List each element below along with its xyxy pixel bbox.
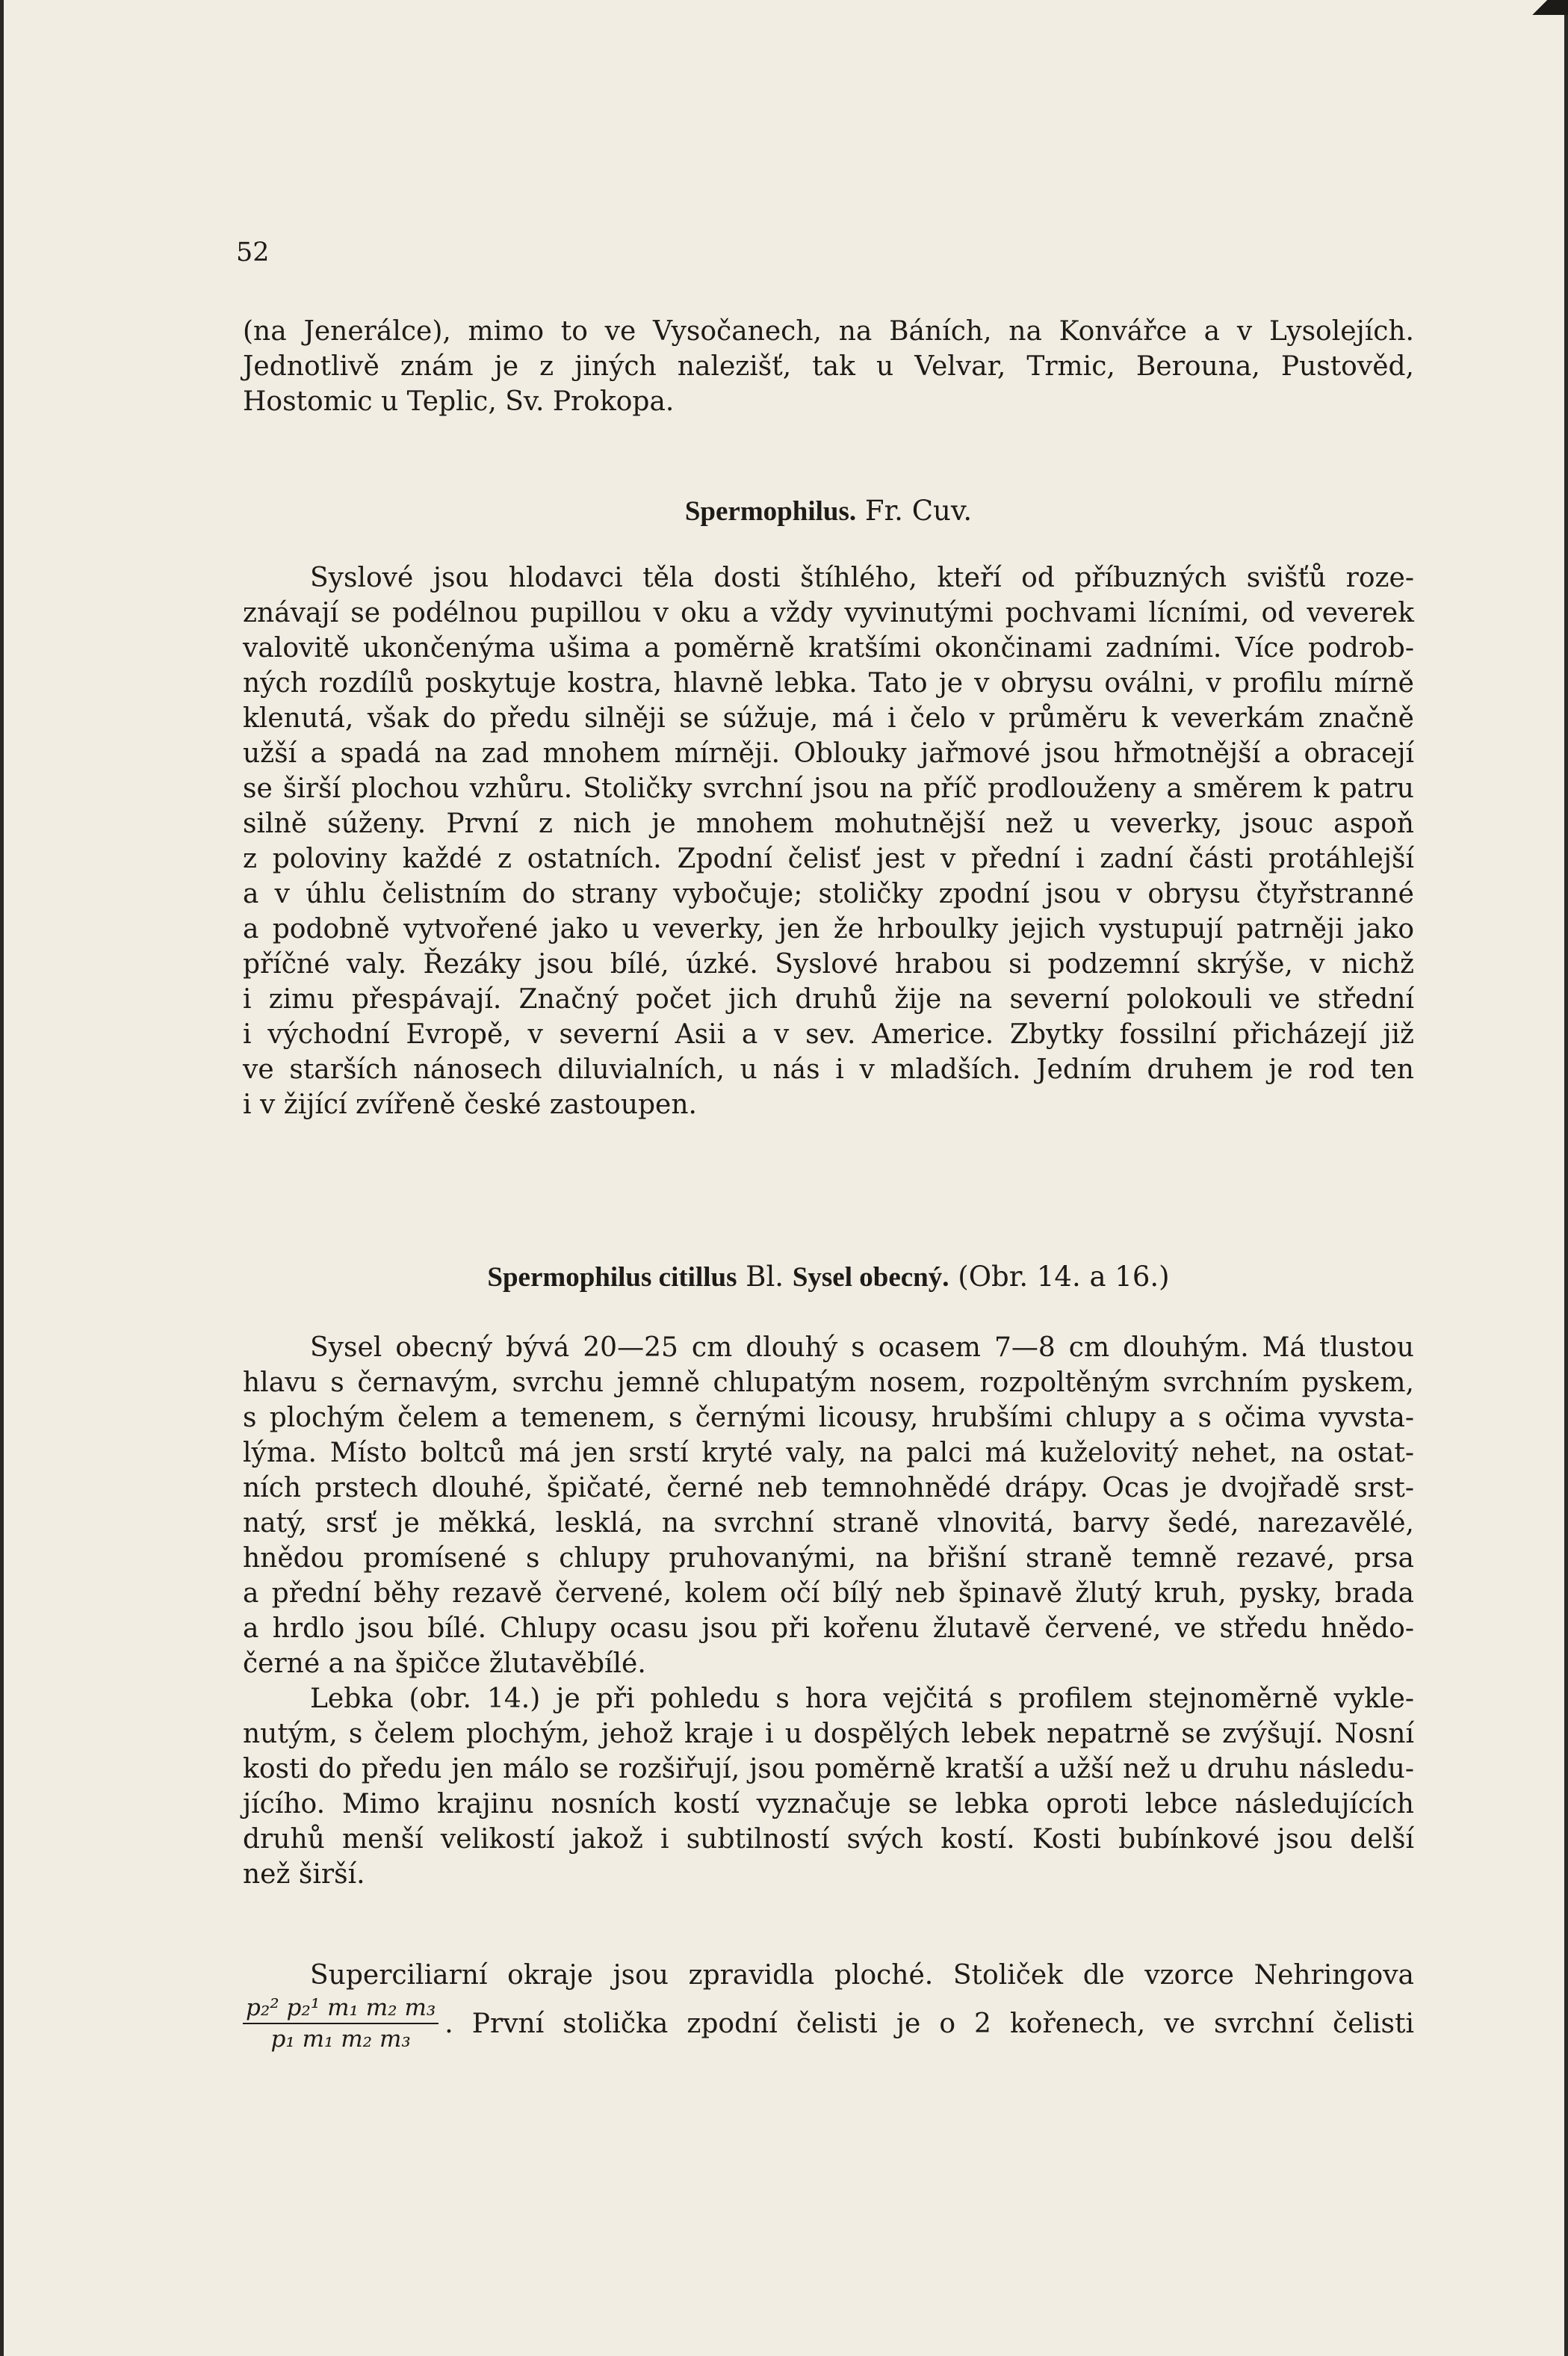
- genus-paragraph: [243, 560, 1414, 1122]
- text-line: natý, srsť je měkká, lesklá, na svrchní straně vlnovitá, barvy šedé, narezavělé,: [243, 1508, 1414, 1539]
- text-line: a přední běhy rezavě červené, kolem očí bílý neb špinavě žlutý kruh, pysky, brada: [243, 1578, 1414, 1609]
- text-line: i v žijící zvířeně české zastoupen.: [243, 1089, 697, 1120]
- text-line: příčné valy. Řezáky jsou bílé, úzké. Syslové hrabou si podzemní skrýše, v nichž: [243, 949, 1414, 980]
- dental-formula-denominator: p₁ m₁ m₂ m₃: [270, 2026, 411, 2053]
- scan-edge-left: [0, 0, 4, 2356]
- text-line: se širší plochou vzhůru. Stoličky svrchní jsou na příč prodlouženy a směrem k patru: [243, 773, 1414, 804]
- text-line: kosti do předu jen málo se rozšiřují, jsou poměrně kratší a užší než u druhu následu-: [243, 1754, 1414, 1784]
- text-line: Sysel obecný bývá 20—25 cm dlouhý s ocasem 7—8 cm dlouhým. Má tlustou: [310, 1332, 1414, 1363]
- text-line: užší a spadá na zad mnohem mírněji. Oblouky jařmové jsou hřmotnější a obracejí: [243, 738, 1414, 769]
- genus-author: Fr. Cuv.: [864, 495, 973, 527]
- text-line: znávají se podélnou pupillou v oku a vždy vyvinutými pochvami lícními, od veverek: [243, 598, 1414, 628]
- text-line: i východní Evropě, v severní Asii a v sev. Americe. Zbytky fossilní přicházejí již: [243, 1019, 1414, 1050]
- text-line: a hrdlo jsou bílé. Chlupy ocasu jsou při kořenu žlutavě červené, ve středu hnědo-: [243, 1613, 1414, 1644]
- superciliar-paragraph: [243, 1958, 1414, 2054]
- text-line: druhů menší velikostí jakož i subtilností svých kostí. Kosti bubínkové jsou delší: [243, 1824, 1414, 1855]
- text-line: ných rozdílů poskytuje kostra, hlavně lebka. Tato je v obrysu oválni, v profilu mírně: [243, 668, 1414, 699]
- text-line: černé a na špičce žlutavěbílé.: [243, 1648, 646, 1679]
- dental-formula-numerator: p₂² p₂¹ m₁ m₂ m₃: [243, 1993, 439, 2024]
- text-line: valovitě ukončenýma ušima a poměrně kratšími okončinami zadními. Více podrob-: [243, 633, 1414, 664]
- dental-formula: [243, 1993, 439, 2054]
- page-number: 52: [236, 238, 270, 268]
- text-line: hnědou promísené s chlupy pruhovanými, na břišní straně temně rezavé, prsa: [243, 1543, 1414, 1574]
- intro-paragraph: [243, 314, 1414, 419]
- text-line: silně súženy. První z nich je mnohem mohutnější než u veverky, jsouc aspoň: [243, 808, 1414, 839]
- text-line: Syslové jsou hlodavci těla dosti štíhlého, kteří od příbuzných svišťů roze-: [310, 563, 1414, 593]
- text-line: klenutá, však do předu silněji se súžuje, má i čelo v průměru k veverkám značně: [243, 703, 1414, 734]
- text-line: než širší.: [243, 1859, 365, 1890]
- species-name: Spermophilus citillus: [487, 1262, 737, 1293]
- text-line: z poloviny každé z ostatních. Zpodní čelisť jest v přední i zadní části protáhlejší: [243, 844, 1414, 874]
- text-line: Hostomic u Teplic, Sv. Prokopa.: [243, 386, 675, 417]
- text-line: ve starších nánosech diluvialních, u nás i v mladších. Jedním druhem je rod ten: [243, 1054, 1414, 1085]
- text-line: ních prstech dlouhé, špičaté, černé neb temnohnědé drápy. Ocas je dvojřadě srst-: [243, 1473, 1414, 1503]
- text-line: (na Jenerálce), mimo to ve Vysočanech, na Báních, na Konvářce a v Lysolejích.: [243, 316, 1414, 347]
- species-author: Bl.: [746, 1261, 784, 1293]
- text-line: s plochým čelem a temenem, s černými licousy, hrubšími chlupy a s očima vyvsta-: [243, 1403, 1414, 1433]
- text-line: lýma. Místo boltců má jen srstí kryté valy, na palci má kuželovitý nehet, na ostat-: [243, 1438, 1414, 1468]
- text-line: i zimu přespávají. Značný počet jich druhů žije na severní polokouli ve střední: [243, 984, 1414, 1015]
- species-common-name: Sysel obecný.: [792, 1262, 949, 1293]
- text-line: a v úhlu čelistním do strany vybočuje; stoličky zpodní jsou v obrysu čtyřstranné: [243, 879, 1414, 909]
- text-line: Lebka (obr. 14.) je při pohledu s hora vejčitá s profilem stejnoměrně vykle-: [310, 1683, 1414, 1714]
- text-line: . První stolička zpodní čelisti je o 2 kořenech, ve svrchní čelisti: [444, 2008, 1414, 2039]
- species-figure-ref: (Obr. 14. a 16.): [958, 1261, 1170, 1293]
- formula-line: [243, 1993, 1414, 2054]
- species-paragraph: [243, 1330, 1414, 1681]
- text-line: a podobně vytvořené jako u veverky, jen že hrboulky jejich vystupují patrněji jako: [243, 914, 1414, 944]
- scan-edge-right: [1564, 0, 1568, 2356]
- text-line: Jednotlivě znám je z jiných nalezišť, tak u Velvar, Trmic, Berouna, Pustověd,: [243, 351, 1414, 382]
- skull-paragraph: [243, 1681, 1414, 1892]
- text-line: Superciliarní okraje jsou zpravidla ploché. Stoliček dle vzorce Nehringova: [310, 1960, 1414, 1991]
- scan-corner-mark: [1532, 0, 1568, 15]
- text-line: nutým, s čelem plochým, jehož kraje i u dospělých lebek nepatrně se zvýšují. Nosní: [243, 1719, 1414, 1749]
- text-line: hlavu s černavým, svrchu jemně chlupatým nosem, rozpoltěným svrchním pyskem,: [243, 1367, 1414, 1398]
- genus-heading: [243, 493, 1414, 530]
- species-heading: [243, 1259, 1414, 1296]
- genus-name: Spermophilus.: [684, 496, 857, 527]
- text-line: jícího. Mimo krajinu nosních kostí vyznačuje se lebka oproti lebce následujících: [243, 1789, 1414, 1819]
